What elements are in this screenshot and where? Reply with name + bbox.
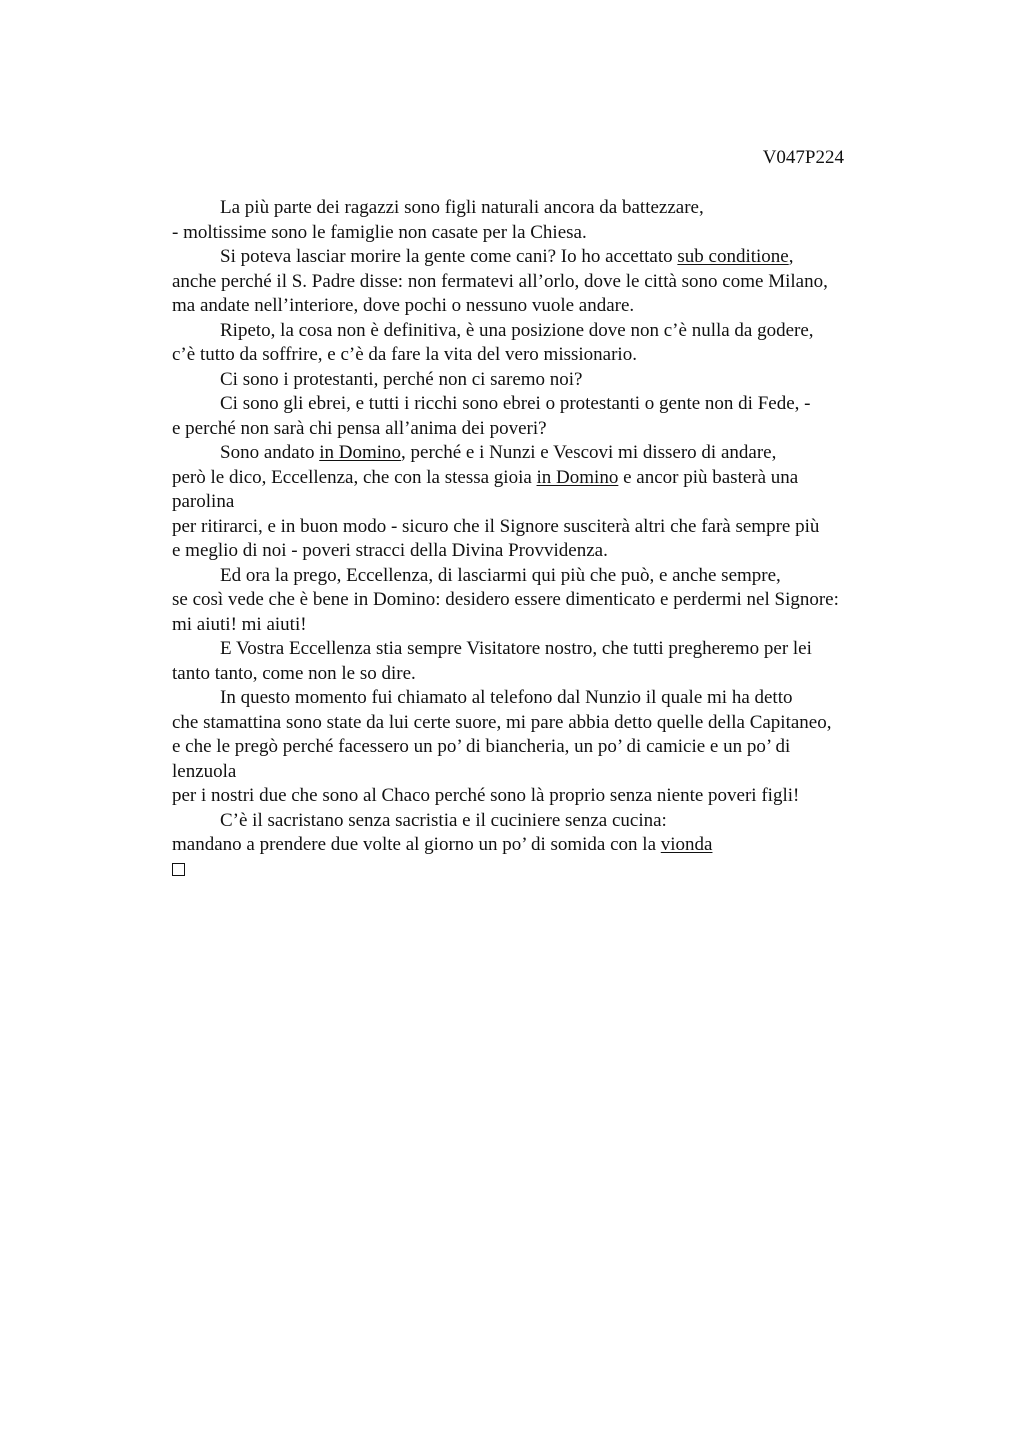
text-segment: anche perché il S. Padre disse: non fermatevi all’orlo, dove le città sono come Milano, [172,270,828,292]
text-segment: e perché non sarà chi pensa all’anima dei poveri? [172,417,547,439]
text-segment: Ci sono i protestanti, perché non ci saremo noi? [220,368,583,390]
text-line [172,784,912,809]
text-segment: In questo momento fui chiamato al telefono dal Nunzio il quale mi ha detto [220,687,793,708]
text-segment: Ed ora la prego, Eccellenza, di lasciarmi qui più che può, e anche sempre, [220,564,781,586]
text-segment: e ancor più basterà una [618,466,799,488]
text-line [172,196,912,221]
end-marker-line [172,858,912,883]
text-line [172,294,912,319]
text-line [172,833,912,858]
text-segment: che stamattina sono state da lui certe suore, mi pare abbia detto quelle della Capitaneo, [172,711,832,733]
text-segment: per i nostri due che sono al Chaco perché sono là proprio senza niente poveri figli! [172,785,800,806]
text-segment: ma andate nell’interiore, dove pochi o nessuno vuole andare. [172,295,635,316]
text-segment: e meglio di noi - poveri stracci della Divina Provvidenza. [172,540,608,561]
underlined-text: in Domino [536,466,619,488]
text-segment: tanto tanto, come non le so dire. [172,662,416,684]
underlined-text: sub conditione [677,246,789,267]
text-line [172,613,912,638]
text-segment: Ripeto, la cosa non è definitiva, è una posizione dove non c’è nulla da godere, [220,319,814,341]
text-line [172,417,912,442]
underlined-text: in Domino [319,442,402,463]
text-line [172,735,912,760]
letter-body [172,196,912,882]
text-line [172,490,912,515]
text-segment: - moltissime sono le famiglie non casate per la Chiesa. [172,221,587,243]
text-line [172,319,912,344]
text-segment: La più parte dei ragazzi sono figli naturali ancora da battezzare, [220,197,704,218]
text-segment: E Vostra Eccellenza stia sempre Visitatore nostro, che tutti pregheremo per lei [220,638,812,659]
text-line [172,221,912,246]
text-segment: , perché e i Nunzi e Vescovi mi dissero di andare, [401,442,777,463]
text-line [172,662,912,687]
text-segment: però le dico, Eccellenza, che con la stessa gioia [172,466,537,488]
text-line [172,343,912,368]
text-segment: C’è il sacristano senza sacristia e il cuciniere senza cucina: [220,809,667,831]
text-line [172,515,912,540]
text-line [172,588,912,613]
text-line [172,245,912,270]
text-line [172,637,912,662]
text-segment: c’è tutto da soffrire, e c’è da fare la vita del vero missionario. [172,344,637,365]
text-segment: e che le pregò perché facessero un po’ di biancheria, un po’ di camicie e un po’ di [172,736,791,757]
text-line [172,466,912,491]
checkbox-square-icon [172,863,185,876]
text-segment: parolina [172,491,235,512]
text-segment: se così vede che è bene in Domino: desidero essere dimenticato e perdermi nel Signore: [172,589,839,610]
document-id: V047P224 [762,147,844,168]
text-line [172,368,912,393]
text-segment: per ritirarci, e in buon modo - sicuro che il Signore susciterà altri che farà sempre più [172,515,820,537]
text-line [172,539,912,564]
text-line [172,760,912,785]
text-segment: lenzuola [172,760,237,782]
text-line [172,809,912,834]
text-segment: , [788,246,794,267]
text-line [172,711,912,736]
text-line [172,441,912,466]
text-line [172,686,912,711]
text-line [172,564,912,589]
text-segment: mi aiuti! mi aiuti! [172,613,307,635]
text-segment: Si poteva lasciar morire la gente come cani? Io ho accettato [220,246,678,267]
text-segment: Sono andato [220,442,320,463]
underlined-text: vionda [660,834,713,855]
text-segment: mandano a prendere due volte al giorno un po’ di somida con la [172,834,661,855]
text-segment: Ci sono gli ebrei, e tutti i ricchi sono ebrei o protestanti o gente non di Fede, - [220,393,811,414]
text-line [172,392,912,417]
text-line [172,270,912,295]
